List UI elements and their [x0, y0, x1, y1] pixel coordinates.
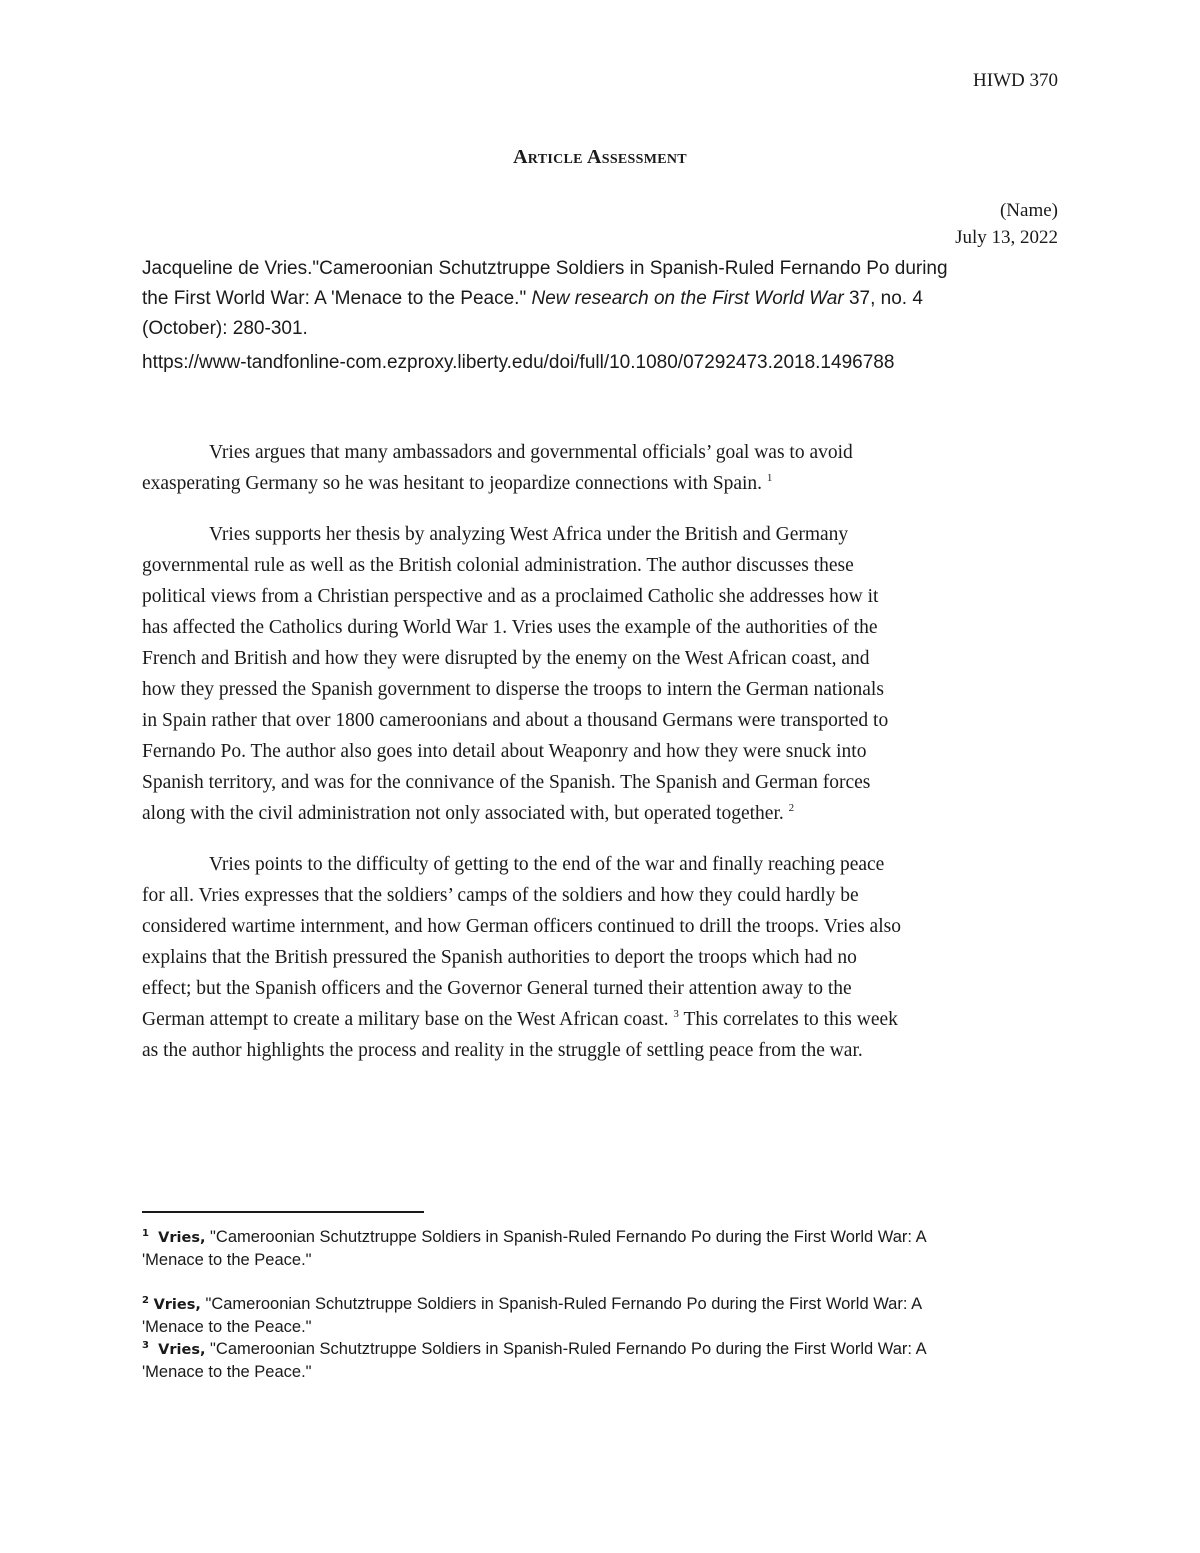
footnotes	[142, 1226, 1062, 1383]
text-line	[142, 468, 1062, 499]
footnote-text: "Cameroonian Schutztruppe Soldiers in Spanish-Ruled Fernando Po during the First World War: A	[205, 1340, 927, 1358]
footnote-author: Vries,	[153, 1297, 201, 1313]
text-line	[142, 1004, 1062, 1035]
citation-volume: 37, no. 4	[843, 288, 923, 309]
citation-article-title: the First World War: A 'Menace to the Peace."	[142, 288, 527, 309]
text-line: effect; but the Spanish officers and the Governor General turned their attention away to the	[142, 978, 852, 999]
text-line: has affected the Catholics during World War 1. Vries uses the example of the authorities of the	[142, 617, 878, 638]
footnote	[142, 1293, 1062, 1338]
footnote-text: "Cameroonian Schutztruppe Soldiers in Spanish-Ruled Fernando Po during the First World War: A	[200, 1295, 923, 1313]
footnote-number: 3	[142, 1340, 149, 1351]
footnote	[142, 1338, 1062, 1383]
text-line: French and British and how they were disrupted by the enemy on the West African coast, and	[142, 648, 870, 669]
text-line: Spanish territory, and was for the connivance of the Spanish. The Spanish and German forces	[142, 772, 871, 793]
text-line: Vries points to the difficulty of getting to the end of the war and finally reaching peace	[209, 854, 885, 875]
footnote-line	[142, 1226, 1062, 1249]
footnote-text: "Cameroonian Schutztruppe Soldiers in Spanish-Ruled Fernando Po during the First World War: A	[205, 1228, 927, 1246]
text-line	[142, 798, 1062, 829]
footnote-author: Vries,	[158, 1342, 206, 1358]
text-line: how they pressed the Spanish government to disperse the troops to intern the German nationals	[142, 679, 884, 700]
footnote-separator	[142, 1211, 424, 1213]
paragraph	[142, 519, 1062, 829]
footnote-line	[142, 1293, 1062, 1316]
footnote	[142, 1226, 1062, 1271]
bibliographic-citation	[142, 254, 1062, 378]
text-line: Vries supports her thesis by analyzing West Africa under the British and Germany	[209, 524, 849, 545]
text-line-content: German attempt to create a military base on the West African coast.	[142, 1009, 669, 1030]
footnote-ref[interactable]: 1	[766, 472, 773, 484]
footnote-line: 'Menace to the Peace."	[142, 1318, 312, 1336]
citation-line: (October): 280-301.	[142, 318, 308, 339]
footnote-ref[interactable]: 2	[788, 802, 795, 814]
page-title: Article Assessment	[513, 146, 687, 168]
citation-url-link[interactable]: https://www-tandfonline-com.ezproxy.liberty.edu/doi/full/10.1080/07292473.2018.1496788	[142, 352, 895, 373]
paragraph	[142, 849, 1062, 1066]
footnote-number: 2	[142, 1295, 149, 1306]
essay-body	[142, 437, 1062, 1086]
text-line: Vries argues that many ambassadors and governmental officials’ goal was to avoid	[209, 442, 853, 463]
text-line-content: exasperating Germany so he was hesitant to jeopardize connections with Spain.	[142, 473, 763, 494]
footnote-ref[interactable]: 3	[673, 1008, 679, 1020]
citation-line: Jacqueline de Vries."Cameroonian Schutztruppe Soldiers in Spanish-Ruled Fernando Po during	[142, 258, 948, 279]
footnote-line: 'Menace to the Peace."	[142, 1251, 312, 1269]
citation-journal: New research on the First World War	[531, 288, 844, 309]
paragraph	[142, 437, 1062, 499]
text-line: political views from a Christian perspective and as a proclaimed Catholic she addresses how it	[142, 586, 879, 607]
text-line: considered wartime internment, and how German officers continued to drill the troops. Vries also	[142, 916, 901, 937]
footnote-line: 'Menace to the Peace."	[142, 1363, 312, 1381]
footnote-author: Vries,	[158, 1230, 206, 1246]
text-line: Fernando Po. The author also goes into detail about Weaponry and how they were snuck into	[142, 741, 867, 762]
citation-line	[142, 284, 1062, 314]
text-line-content: along with the civil administration not only associated with, but operated together.	[142, 803, 784, 824]
footnote-line	[142, 1338, 1062, 1361]
text-line: governmental rule as well as the British colonial administration. The author discusses these	[142, 555, 854, 576]
course-code: HIWD 370	[973, 70, 1058, 91]
text-line-content: This correlates to this week	[678, 1009, 898, 1030]
text-line: explains that the British pressured the Spanish authorities to deport the troops which had no	[142, 947, 857, 968]
text-line: as the author highlights the process and reality in the struggle of settling peace from the war.	[142, 1040, 863, 1061]
text-line: in Spain rather that over 1800 cameroonians and about a thousand Germans were transported to	[142, 710, 889, 731]
document-date: July 13, 2022	[955, 227, 1058, 248]
text-line: for all. Vries expresses that the soldiers’ camps of the soldiers and how they could hardly be	[142, 885, 859, 906]
footnote-number: 1	[142, 1228, 149, 1239]
author-name: (Name)	[999, 200, 1058, 221]
